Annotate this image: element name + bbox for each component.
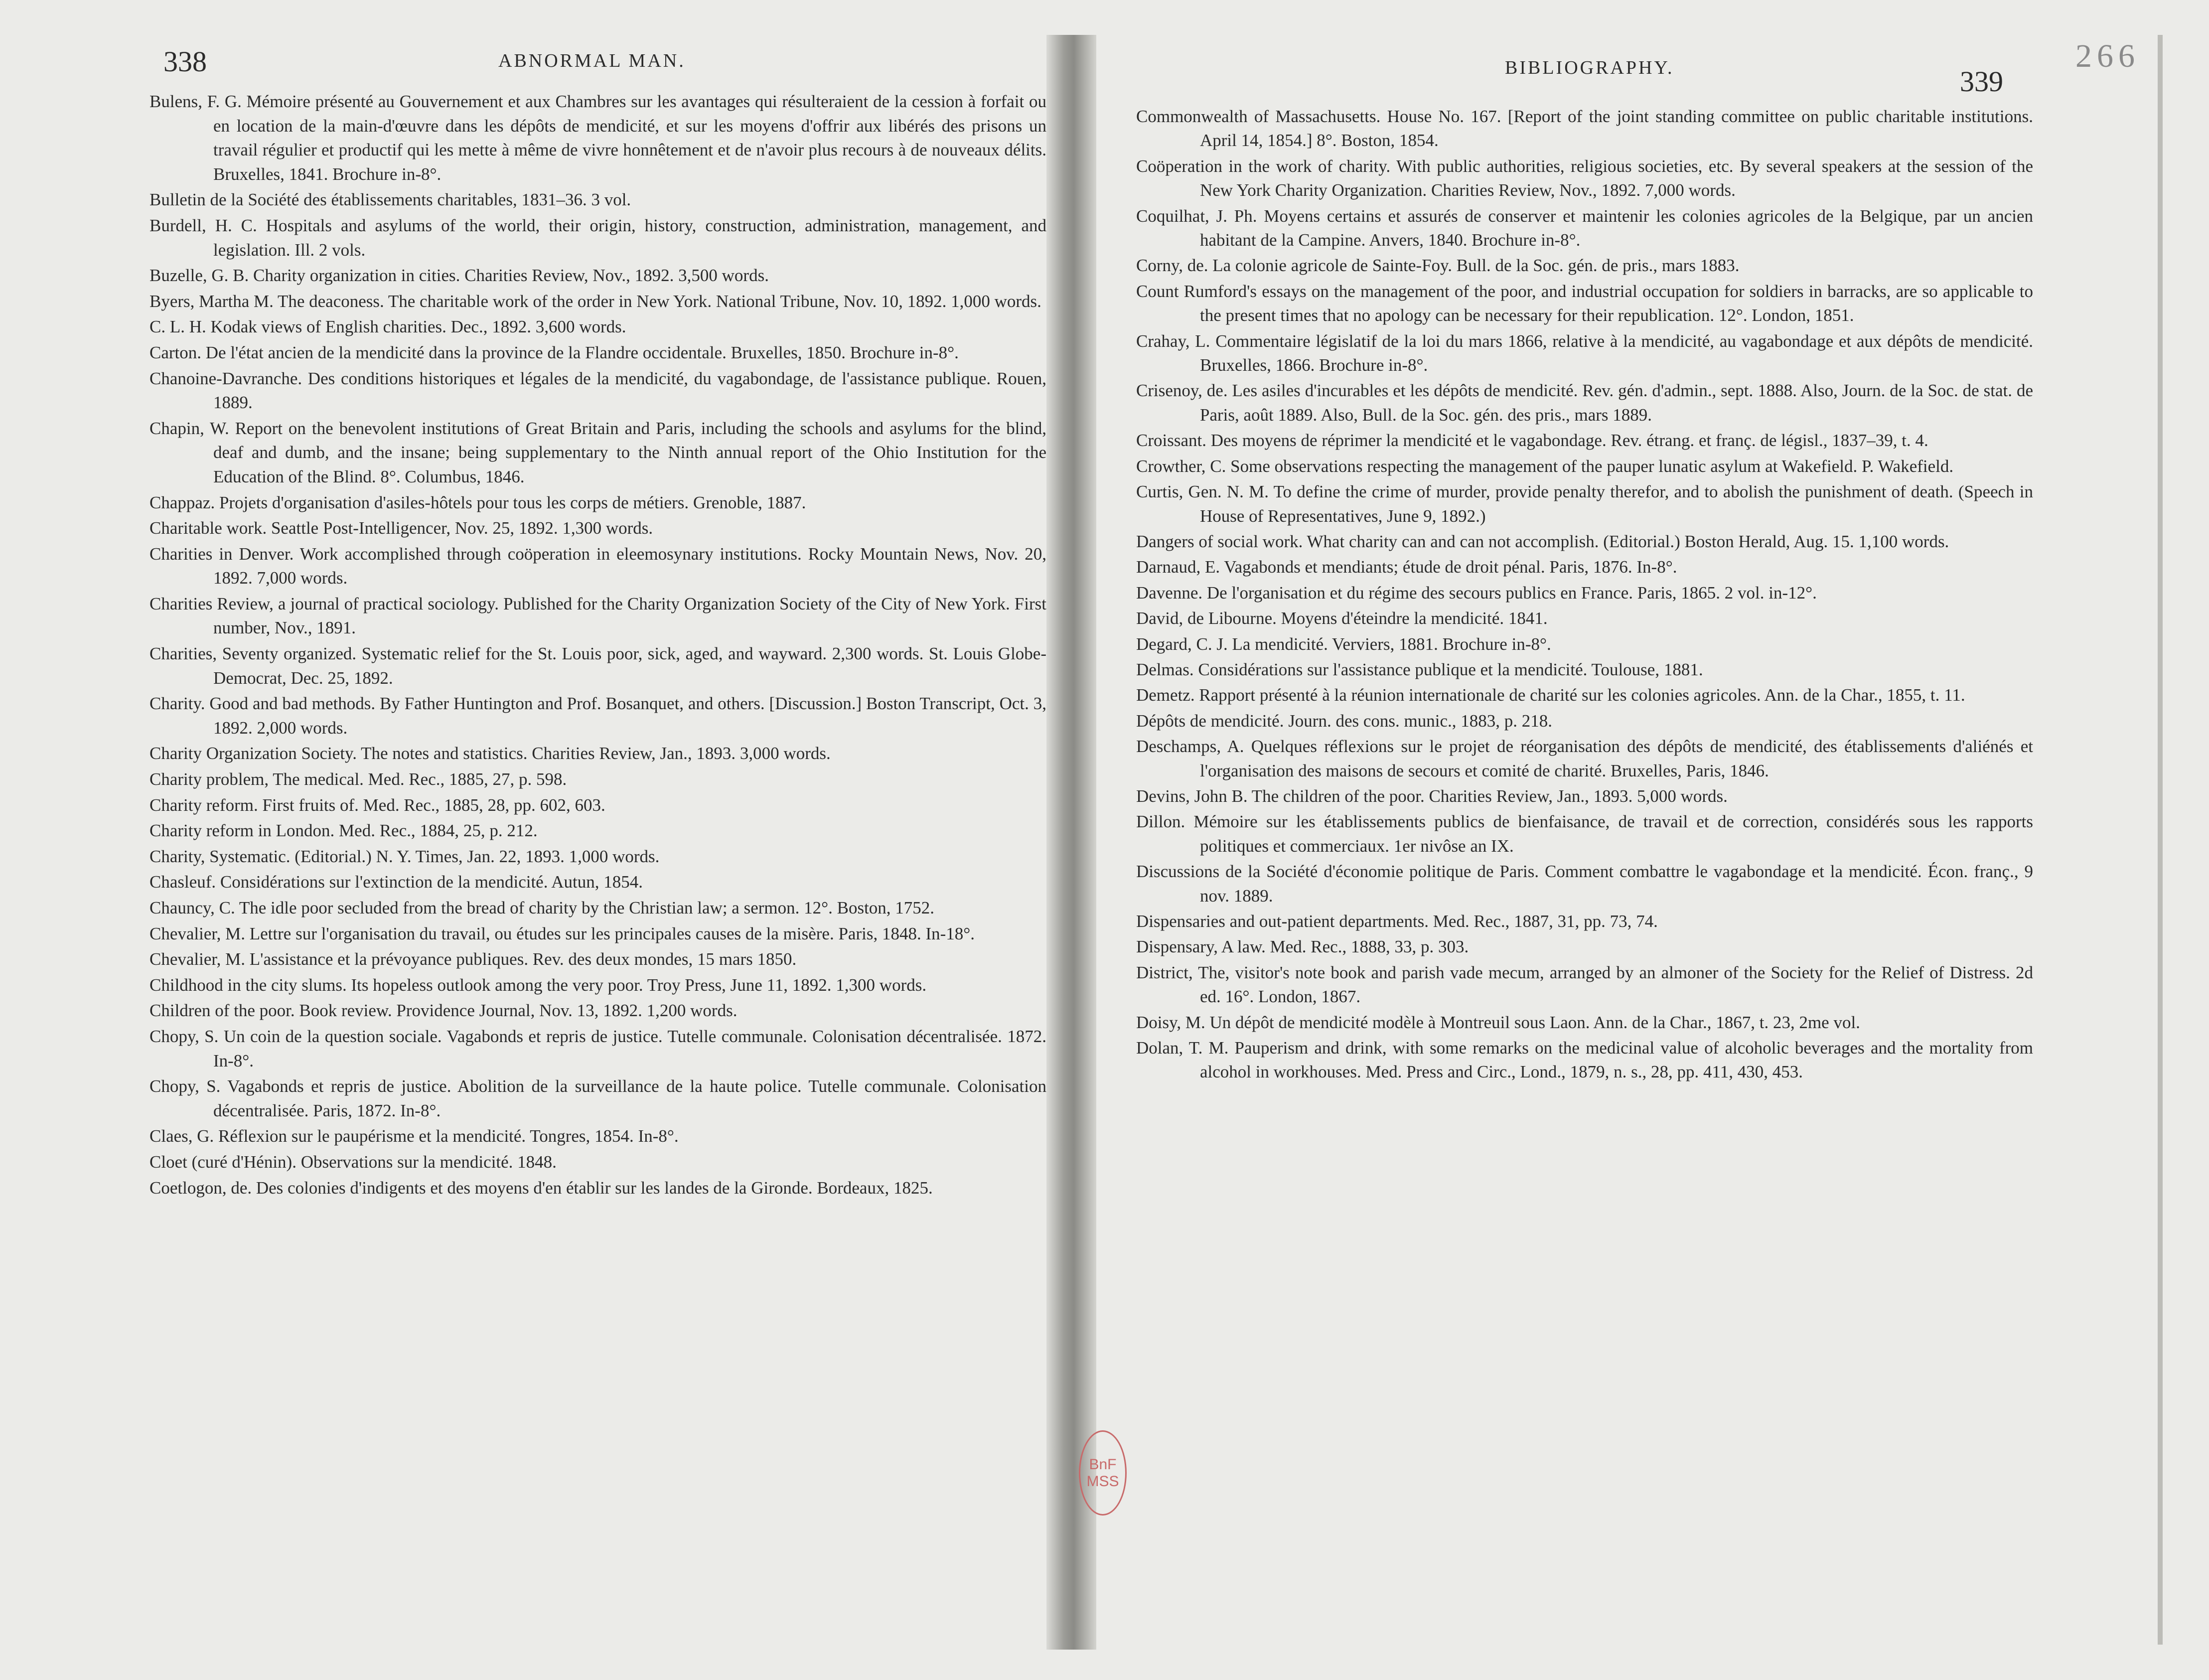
- bibliography-entry: Discussions de la Société d'économie politique de Paris. Comment combattre le vagabondage et la mendicité. Écon. franç., 9 nov. 1889.: [1136, 862, 2033, 906]
- bibliography-entry: Chevalier, M. L'assistance et la prévoyance publiques. Rev. des deux mondes, 15 mars 1850.: [149, 949, 797, 969]
- book-gutter: [1046, 35, 1096, 1650]
- stamp-line-1: BnF: [1089, 1456, 1117, 1473]
- left-page-number: 338: [163, 45, 207, 78]
- bibliography-entry: Byers, Martha M. The deaconess. The charitable work of the order in New York. National Tribune, Nov. 10, 1892. 1,000 words.: [149, 291, 1041, 311]
- library-stamp: [1079, 1430, 1127, 1516]
- right-running-title: BIBLIOGRAPHY.: [1505, 57, 1674, 78]
- bibliography-entry: Charity reform. First fruits of. Med. Rec., 1885, 28, pp. 602, 603.: [149, 795, 605, 815]
- bibliography-entry: Devins, John B. The children of the poor. Charities Review, Jan., 1893. 5,000 words.: [1136, 786, 1728, 806]
- bibliography-entry: Crisenoy, de. Les asiles d'incurables et les dépôts de mendicité. Rev. gén. d'admin., sept. 1888. Also, Journ. de la Soc. de stat. de Paris, août 1889. Also, Bull. de la Soc. gén. des pris., mars 1889.: [1136, 381, 2033, 425]
- bibliography-entry: Cloet (curé d'Hénin). Observations sur la mendicité. 1848.: [149, 1152, 557, 1172]
- bibliography-entry: Deschamps, A. Quelques réflexions sur le projet de réorganisation des dépôts de mendicité, des établissements d'aliénés et l'organisation des maisons de secours et comité de charité. Bruxelles, Paris, 1846.: [1136, 737, 2033, 780]
- bibliography-entry: Dillon. Mémoire sur les établissements publics de bienfaisance, de travail et de correction, considérés sous les rapports politiques et commerciaux. 1er nivôse an IX.: [1136, 812, 2033, 856]
- bibliography-entry: Davenne. De l'organisation et du régime des secours publics en France. Paris, 1865. 2 vol. in-12°.: [1136, 583, 1817, 603]
- bibliography-entry: Childhood in the city slums. Its hopeless outlook among the very poor. Troy Press, June 11, 1892. 1,300 words.: [149, 975, 927, 995]
- bibliography-entry: Chappaz. Projets d'organisation d'asiles-hôtels pour tous les corps de métiers. Grenoble, 1887.: [149, 492, 806, 512]
- bibliography-entry: Carton. De l'état ancien de la mendicité dans la province de la Flandre occidentale. Bruxelles, 1850. Brochure in-8°.: [149, 342, 959, 362]
- bibliography-entry: Charity problem, The medical. Med. Rec., 1885, 27, p. 598.: [149, 769, 567, 789]
- page-edge: [2158, 35, 2163, 1645]
- left-bibliography-list: [149, 90, 1046, 1200]
- bibliography-entry: Dispensary, A law. Med. Rec., 1888, 33, p. 303.: [1136, 937, 1469, 957]
- bibliography-entry: Doisy, M. Un dépôt de mendicité modèle à Montreuil sous Laon. Ann. de la Char., 1867, t. 23, 2me vol.: [1136, 1012, 1860, 1032]
- bibliography-entry: Degard, C. J. La mendicité. Verviers, 1881. Brochure in-8°.: [1136, 634, 1551, 654]
- bibliography-entry: Charities in Denver. Work accomplished through coöperation in eleemosynary institutions. Rocky Mountain News, Nov. 20, 1892. 7,000 words.: [149, 544, 1046, 588]
- bibliography-entry: Charity reform in London. Med. Rec., 1884, 25, p. 212.: [149, 821, 538, 841]
- folio-number: 266: [2075, 38, 2140, 74]
- left-running-title: ABNORMAL MAN.: [498, 50, 686, 71]
- bibliography-entry: Count Rumford's essays on the management of the poor, and industrial occupation for soldiers in barracks, are so applicable to the present times that no apology can be necessary for their republication. 12°. London, 1851.: [1136, 281, 2033, 325]
- bibliography-entry: Crowther, C. Some observations respecting the management of the pauper lunatic asylum at Wakefield. P. Wakefield.: [1136, 456, 1954, 476]
- bibliography-entry: Charities Review, a journal of practical sociology. Published for the Charity Organization Society of the City of New York. First number, Nov., 1891.: [149, 594, 1046, 638]
- bibliography-entry: Claes, G. Réflexion sur le paupérisme et la mendicité. Tongres, 1854. In-8°.: [149, 1126, 679, 1146]
- bibliography-entry: Burdell, H. C. Hospitals and asylums of the world, their origin, history, construction, administration, management, and legislation. Ill. 2 vols.: [149, 215, 1046, 260]
- right-page-number: 339: [1960, 65, 2003, 98]
- bibliography-entry: David, de Libourne. Moyens d'éteindre la mendicité. 1841.: [1136, 609, 1548, 628]
- left-page: [149, 35, 1046, 1630]
- bibliography-entry: Coquilhat, J. Ph. Moyens certains et assurés de conserver et maintenir les colonies agricoles de la Belgique, par un ancien habitant de la Campine. Anvers, 1840. Brochure in-8°.: [1136, 206, 2033, 250]
- bibliography-entry: Charity Organization Society. The notes and statistics. Charities Review, Jan., 1893. 3,000 words.: [149, 744, 831, 764]
- right-page: [1136, 50, 2033, 1645]
- bibliography-entry: Chauncy, C. The idle poor secluded from the bread of charity by the Christian law; a sermon. 12°. Boston, 1752.: [149, 898, 935, 917]
- bibliography-entry: Curtis, Gen. N. M. To define the crime of murder, provide penalty therefor, and to abolish the punishment of death. (Speech in House of Representatives, June 9, 1892.): [1136, 482, 2033, 526]
- bibliography-entry: Chanoine-Davranche. Des conditions historiques et légales de la mendicité, du vagabondage, de l'assistance publique. Rouen, 1889.: [149, 368, 1046, 413]
- bibliography-entry: Coetlogon, de. Des colonies d'indigents et des moyens d'en établir sur les landes de la Gironde. Bordeaux, 1825.: [149, 1178, 933, 1198]
- bibliography-entry: Chopy, S. Vagabonds et repris de justice. Abolition de la surveillance de la haute police. Tutelle communale. Colonisation décentralisée. Paris, 1872. In-8°.: [149, 1076, 1046, 1120]
- bibliography-entry: Dolan, T. M. Pauperism and drink, with some remarks on the medicinal value of alcoholic beverages and the mortality from alcohol in workhouses. Med. Press and Circ., Lond., 1879, n. s., 28, pp. 411, 430, 453.: [1136, 1038, 2033, 1082]
- bibliography-entry: Dépôts de mendicité. Journ. des cons. munic., 1883, p. 218.: [1136, 711, 1553, 731]
- bibliography-entry: Coöperation in the work of charity. With public authorities, religious societies, etc. By several speakers at the session of the New York Charity Organization. Charities Review, Nov., 1892. 7,000 words.: [1136, 156, 2033, 200]
- bibliography-entry: Crahay, L. Commentaire législatif de la loi du mars 1866, relative à la mendicité, au vagabondage et aux dépôts de mendicité. Bruxelles, 1866. Brochure in-8°.: [1136, 331, 2033, 375]
- left-running-head: [149, 35, 1046, 90]
- bibliography-entry: Children of the poor. Book review. Providence Journal, Nov. 13, 1892. 1,200 words.: [149, 1001, 737, 1021]
- bibliography-entry: Chasleuf. Considérations sur l'extinction de la mendicité. Autun, 1854.: [149, 872, 643, 892]
- bibliography-entry: Charitable work. Seattle Post-Intelligencer, Nov. 25, 1892. 1,300 words.: [149, 518, 653, 538]
- bibliography-entry: Bulletin de la Société des établissements charitables, 1831–36. 3 vol.: [149, 190, 631, 210]
- bibliography-entry: Corny, de. La colonie agricole de Sainte-Foy. Bull. de la Soc. gén. de pris., mars 1883.: [1136, 256, 1740, 276]
- stamp-line-2: MSS: [1086, 1473, 1119, 1490]
- right-running-head: [1136, 50, 2033, 105]
- bibliography-entry: Demetz. Rapport présenté à la réunion internationale de charité sur les colonies agricoles. Ann. de la Char., 1855, t. 11.: [1136, 685, 1965, 705]
- right-bibliography-list: [1136, 105, 2033, 1084]
- bibliography-entry: Buzelle, G. B. Charity organization in cities. Charities Review, Nov., 1892. 3,500 words.: [149, 266, 769, 286]
- bibliography-entry: Commonwealth of Massachusetts. House No. 167. [Report of the joint standing committee on public charitable institutions. April 14, 1854.] 8°. Boston, 1854.: [1136, 107, 2033, 151]
- bibliography-entry: Darnaud, E. Vagabonds et mendiants; étude de droit pénal. Paris, 1876. In-8°.: [1136, 557, 1677, 577]
- bibliography-entry: District, The, visitor's note book and parish vade mecum, arranged by an almoner of the Society for the Relief of Distress. 2d ed. 16°. London, 1867.: [1136, 962, 2033, 1007]
- bibliography-entry: C. L. H. Kodak views of English charities. Dec., 1892. 3,600 words.: [149, 317, 626, 337]
- bibliography-entry: Bulens, F. G. Mémoire présenté au Gouvernement et aux Chambres sur les avantages qui résulteraient de la cession à forfait ou en location de la main-d'œuvre dans les dépôts de mendicité, et sur les moyens d'offrir aux libérés des prisons un travail régulier et productif qui les mette à même de vivre honnêtement et de n'avoir plus recours à de nouveaux délits. Bruxelles, 1841. Brochure in-8°.: [149, 92, 1046, 184]
- bibliography-entry: Chopy, S. Un coin de la question sociale. Vagabonds et repris de justice. Tutelle communale. Colonisation décentralisée. 1872. In-8°.: [149, 1026, 1046, 1070]
- bibliography-entry: Charity, Systematic. (Editorial.) N. Y. Times, Jan. 22, 1893. 1,000 words.: [149, 846, 660, 866]
- bibliography-entry: Charity. Good and bad methods. By Father Huntington and Prof. Bosanquet, and others. [Discussion.] Boston Transcript, Oct. 3, 1892. 2,000 words.: [149, 694, 1046, 738]
- bibliography-entry: Dispensaries and out-patient departments. Med. Rec., 1887, 31, pp. 73, 74.: [1136, 912, 1658, 931]
- bibliography-entry: Delmas. Considérations sur l'assistance publique et la mendicité. Toulouse, 1881.: [1136, 659, 1703, 679]
- bibliography-entry: Chevalier, M. Lettre sur l'organisation du travail, ou études sur les principales causes de la misère. Paris, 1848. In-18°.: [149, 923, 975, 943]
- bibliography-entry: Dangers of social work. What charity can and can not accomplish. (Editorial.) Boston Herald, Aug. 15. 1,100 words.: [1136, 531, 1949, 551]
- bibliography-entry: Charities, Seventy organized. Systematic relief for the St. Louis poor, sick, aged, and wayward. 2,300 words. St. Louis Globe-Democrat, Dec. 25, 1892.: [149, 644, 1046, 688]
- bibliography-entry: Croissant. Des moyens de réprimer la mendicité et le vagabondage. Rev. étrang. et franç. de législ., 1837–39, t. 4.: [1136, 431, 1928, 451]
- bibliography-entry: Chapin, W. Report on the benevolent institutions of Great Britain and Paris, including the schools and asylums for the blind, deaf and dumb, and the insane; being supplementary to the Ninth annual report of the Ohio Institution for the Education of the Blind. 8°. Columbus, 1846.: [149, 418, 1046, 486]
